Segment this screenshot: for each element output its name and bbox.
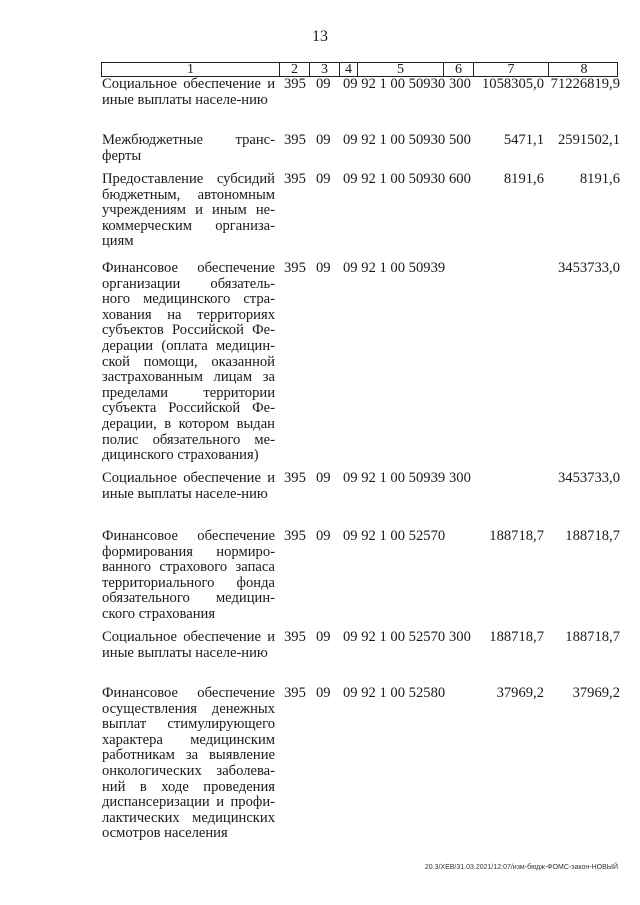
header-col-2: 2 <box>279 63 309 76</box>
row-description: Социальное обеспечение и иные выплаты населе-нию <box>102 629 275 661</box>
header-col-5: 5 <box>357 63 443 76</box>
header-col-3: 3 <box>309 63 339 76</box>
row-amount-change: 188718,7 <box>489 528 544 544</box>
row-description: Финансовое обеспечение формирования нормиро-ванного страхового запаса территориального фонда обязательного медицин-ского страхования <box>102 528 275 622</box>
header-col-7: 7 <box>473 63 548 76</box>
row-description: Предоставление субсидий бюджетным, автономным учреждениям и иным не-коммерческим организа-циям <box>102 171 275 250</box>
header-col-1: 1 <box>187 62 194 77</box>
row-admin-code: 395 <box>284 629 306 645</box>
document-footer: 20.3/ХЕВ/31.03.2021/12:07/изм-бюдж-ФОМС-закон-НОВЫЙ <box>424 864 618 871</box>
row-amount-total: 8191,6 <box>579 171 620 187</box>
row-target-code: 09 92 1 00 50930 <box>343 76 446 92</box>
row-section: 09 <box>316 528 331 544</box>
row-admin-code: 395 <box>284 132 306 148</box>
row-expense-type: 600 <box>449 171 471 187</box>
row-amount-change: 188718,7 <box>489 629 544 645</box>
row-description: Межбюджетные транс-ферты <box>102 132 275 164</box>
row-amount-change: 5471,1 <box>503 132 544 148</box>
row-amount-total: 3453733,0 <box>557 470 620 486</box>
row-description: Социальное обеспечение и иные выплаты населе-нию <box>102 470 275 502</box>
page-number: 13 <box>312 28 328 45</box>
header-col-6: 6 <box>443 63 473 76</box>
row-section: 09 <box>316 171 331 187</box>
row-amount-total: 188718,7 <box>565 629 620 645</box>
row-section: 09 <box>316 76 331 92</box>
row-admin-code: 395 <box>284 528 306 544</box>
row-amount-total: 37969,2 <box>572 685 620 701</box>
row-target-code: 09 92 1 00 52570 <box>343 629 446 645</box>
row-amount-change: 8191,6 <box>503 171 544 187</box>
row-description: Социальное обеспечение и иные выплаты населе-нию <box>102 76 275 108</box>
row-section: 09 <box>316 629 331 645</box>
row-amount-change: 37969,2 <box>496 685 544 701</box>
row-expense-type: 300 <box>449 76 471 92</box>
row-amount-total: 3453733,0 <box>557 260 620 276</box>
row-description: Финансовое обеспечение организации обязатель-ного медицинского стра-хования на территориях субъектов Российской Фе-дерации (оплата медицин-ской помощи, оказанной застрахованным лицам за пределами территории субъекта Российской Фе-дерации, в котором выдан полис обязательного ме-дицинского страхования) <box>102 260 275 464</box>
row-target-code: 09 92 1 00 52570 <box>343 528 446 544</box>
row-expense-type: 300 <box>449 629 471 645</box>
row-admin-code: 395 <box>284 171 306 187</box>
table-header <box>101 62 618 77</box>
row-target-code: 09 92 1 00 50939 <box>343 470 446 486</box>
row-target-code: 09 92 1 00 52580 <box>343 685 446 701</box>
row-amount-change: 1058305,0 <box>481 76 544 92</box>
row-admin-code: 395 <box>284 260 306 276</box>
row-section: 09 <box>316 132 331 148</box>
row-amount-total: 71226819,9 <box>550 76 620 92</box>
row-target-code: 09 92 1 00 50930 <box>343 132 446 148</box>
row-section: 09 <box>316 685 331 701</box>
row-description: Финансовое обеспечение осуществления денежных выплат стимулирующего характера медицинским работникам за выявление онкологических заболева-ний в ходе проведения диспансеризации и профи-лактических медицинских осмотров населения <box>102 685 275 842</box>
row-expense-type: 300 <box>449 470 471 486</box>
row-target-code: 09 92 1 00 50930 <box>343 171 446 187</box>
row-amount-total: 2591502,1 <box>557 132 620 148</box>
row-expense-type: 500 <box>449 132 471 148</box>
row-admin-code: 395 <box>284 470 306 486</box>
row-admin-code: 395 <box>284 76 306 92</box>
header-col-8: 8 <box>548 63 619 76</box>
row-amount-total: 188718,7 <box>565 528 620 544</box>
row-section: 09 <box>316 260 331 276</box>
row-admin-code: 395 <box>284 685 306 701</box>
row-target-code: 09 92 1 00 50939 <box>343 260 446 276</box>
header-col-4: 4 <box>339 63 357 76</box>
row-section: 09 <box>316 470 331 486</box>
